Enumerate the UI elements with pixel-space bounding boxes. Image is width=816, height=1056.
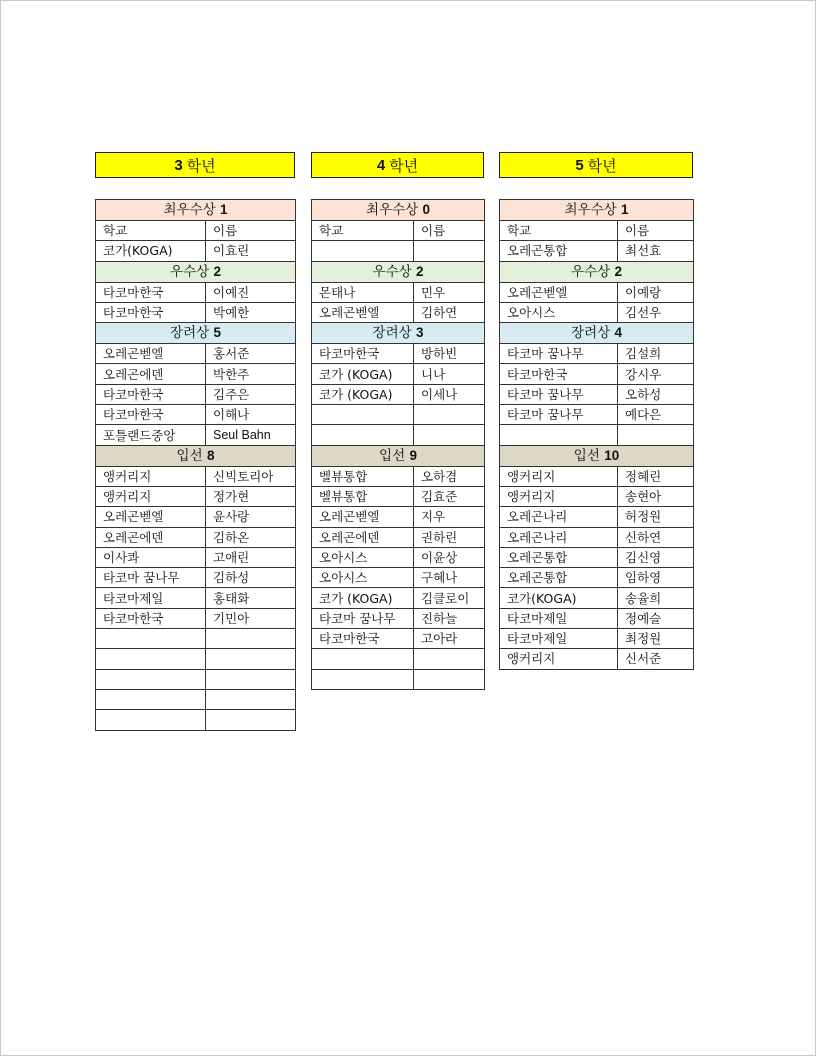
school-cell: 오레곤에덴: [96, 527, 206, 547]
grade-number: 3: [174, 156, 183, 174]
table-row: [96, 547, 296, 567]
table-row: [500, 649, 694, 669]
grade-number: 5: [575, 156, 584, 174]
award-section-header: [500, 261, 694, 282]
table-row: [312, 302, 485, 322]
table-row: [96, 425, 296, 445]
name-cell: 강시우: [618, 364, 694, 384]
name-cell: 지우: [414, 507, 485, 527]
name-cell: 신하연: [618, 527, 694, 547]
table-row: [96, 507, 296, 527]
grade-header: [95, 152, 295, 178]
name-cell: 이세나: [414, 384, 485, 404]
name-cell: 송현아: [618, 486, 694, 506]
name-cell: 김효준: [414, 486, 485, 506]
school-cell: 타코마 꿈나무: [312, 608, 414, 628]
table-row: [96, 364, 296, 384]
name-cell: 정가현: [206, 486, 296, 506]
name-cell: 신서준: [618, 649, 694, 669]
table-row: [312, 405, 485, 425]
award-section-header: [312, 323, 485, 344]
table-row: [96, 669, 296, 689]
table-row: [312, 425, 485, 445]
school-cell: [312, 405, 414, 425]
school-cell: 타코마 꿈나무: [500, 344, 618, 364]
name-cell: 최선효: [618, 241, 694, 261]
table-row: [312, 507, 485, 527]
school-cell: 타코마한국: [96, 608, 206, 628]
school-cell: 타코마한국: [96, 302, 206, 322]
name-cell: 오하성: [618, 384, 694, 404]
award-title-cell: [312, 445, 485, 466]
award-section-header: [500, 445, 694, 466]
name-cell: Seul Bahn: [206, 425, 296, 445]
school-cell: 오아시스: [312, 568, 414, 588]
name-cell: 이름: [206, 221, 296, 241]
table-row: [312, 629, 485, 649]
school-cell: 타코마제일: [500, 629, 618, 649]
school-cell: 타코마한국: [500, 364, 618, 384]
school-cell: 오레곤벧엘: [312, 302, 414, 322]
table-row: [312, 466, 485, 486]
table-row: [312, 608, 485, 628]
school-cell: 타코마한국: [312, 344, 414, 364]
award-title: 최우수상: [163, 202, 216, 218]
table-row: [312, 384, 485, 404]
name-cell: 기민아: [206, 608, 296, 628]
name-cell: 이름: [414, 221, 485, 241]
grade-header: [499, 152, 693, 178]
award-title: 장려상: [571, 325, 611, 342]
name-cell: [206, 649, 296, 669]
school-cell: 몬태나: [312, 282, 414, 302]
table-row: [96, 344, 296, 364]
award-section-header: [96, 445, 296, 466]
school-cell: 코가 (KOGA): [312, 588, 414, 608]
name-cell: 김설희: [618, 344, 694, 364]
grade-label: 학년: [587, 156, 617, 175]
table-row: [312, 364, 485, 384]
award-section-header: [500, 323, 694, 344]
name-cell: 홍서준: [206, 344, 296, 364]
name-cell: 김신영: [618, 547, 694, 567]
table-row: [500, 241, 694, 261]
award-title: 우수상: [372, 263, 412, 280]
school-cell: [312, 669, 414, 689]
award-section-header: [96, 323, 296, 344]
table-row: [500, 608, 694, 628]
table-row: [96, 466, 296, 486]
school-cell: 타코마제일: [96, 588, 206, 608]
name-cell: 니나: [414, 364, 485, 384]
name-cell: [206, 689, 296, 709]
name-cell: 김하연: [414, 302, 485, 322]
name-cell: 예다은: [618, 405, 694, 425]
table-row: [500, 405, 694, 425]
school-cell: [312, 425, 414, 445]
school-cell: 앵커리지: [96, 486, 206, 506]
award-title-cell: [500, 200, 694, 221]
school-cell: 오레곤나리: [500, 527, 618, 547]
award-title: 우수상: [571, 263, 611, 280]
school-cell: [96, 710, 206, 730]
school-cell: 학교: [96, 221, 206, 241]
table-row: [500, 364, 694, 384]
name-cell: 고아라: [414, 629, 485, 649]
table-row: [96, 689, 296, 709]
table-row: [500, 588, 694, 608]
school-cell: 학교: [500, 221, 618, 241]
school-cell: 오아시스: [312, 547, 414, 567]
table-row: [96, 302, 296, 322]
name-cell: [206, 669, 296, 689]
table-row: [312, 649, 485, 669]
school-cell: 타코마한국: [312, 629, 414, 649]
name-cell: 이해나: [206, 405, 296, 425]
grade-number: 4: [376, 156, 386, 174]
table-row: [96, 384, 296, 404]
name-cell: [414, 425, 485, 445]
table-row: [96, 221, 296, 241]
school-cell: 오레곤에덴: [96, 364, 206, 384]
table-row: [96, 649, 296, 669]
award-title-cell: [500, 445, 694, 466]
school-cell: [312, 649, 414, 669]
school-cell: 코가(KOGA): [96, 241, 206, 261]
school-cell: 오레곤에덴: [312, 527, 414, 547]
award-count: 1: [219, 202, 228, 217]
name-cell: 최정원: [618, 629, 694, 649]
award-count: 3: [415, 325, 424, 341]
school-cell: 오레곤벧엘: [96, 344, 206, 364]
award-title-cell: [312, 261, 485, 282]
school-cell: 타코마제일: [500, 608, 618, 628]
school-cell: 오레곤나리: [500, 507, 618, 527]
award-section-header: [500, 200, 694, 221]
school-cell: 오레곤벧엘: [312, 507, 414, 527]
name-cell: 김하성: [206, 568, 296, 588]
award-title-cell: [96, 200, 296, 221]
school-cell: [312, 241, 414, 261]
name-cell: 이예진: [206, 282, 296, 302]
name-cell: 이윤상: [414, 547, 485, 567]
award-count: 9: [409, 447, 417, 463]
school-cell: 오아시스: [500, 302, 618, 322]
name-cell: 임하영: [618, 568, 694, 588]
school-cell: 타코마한국: [96, 282, 206, 302]
school-cell: 오레곤벧엘: [500, 282, 618, 302]
award-title-cell: [96, 445, 296, 466]
name-cell: [414, 241, 485, 261]
name-cell: [206, 629, 296, 649]
school-cell: 타코마 꿈나무: [500, 405, 618, 425]
table-row: [500, 302, 694, 322]
award-title: 최우수상: [564, 202, 617, 218]
school-cell: 학교: [312, 221, 414, 241]
name-cell: 윤사랑: [206, 507, 296, 527]
name-cell: 박한주: [206, 364, 296, 384]
award-count: 4: [614, 325, 622, 341]
name-cell: 이예랑: [618, 282, 694, 302]
table-row: [96, 588, 296, 608]
school-cell: [96, 669, 206, 689]
award-count: 5: [213, 325, 221, 341]
table-row: [500, 547, 694, 567]
school-cell: 코가(KOGA): [500, 588, 618, 608]
award-section-header: [312, 261, 485, 282]
name-cell: 구혜나: [414, 568, 485, 588]
school-cell: 오레곤통합: [500, 568, 618, 588]
award-count: 2: [213, 263, 221, 279]
school-cell: 코가 (KOGA): [312, 364, 414, 384]
school-cell: 오레곤통합: [500, 241, 618, 261]
award-title-cell: [312, 200, 485, 221]
name-cell: 이름: [618, 221, 694, 241]
school-cell: 오레곤벧엘: [96, 507, 206, 527]
table-row: [96, 527, 296, 547]
table-row: [312, 568, 485, 588]
name-cell: 허정원: [618, 507, 694, 527]
table-row: [312, 669, 485, 689]
name-cell: 진하늘: [414, 608, 485, 628]
award-section-header: [96, 200, 296, 221]
table-row: [96, 282, 296, 302]
school-cell: 타코마한국: [96, 405, 206, 425]
school-cell: [500, 425, 618, 445]
name-cell: [206, 710, 296, 730]
name-cell: 홍태화: [206, 588, 296, 608]
grade-column-4: [311, 152, 484, 647]
table-row: [312, 547, 485, 567]
awards-table: [499, 199, 694, 670]
award-title-cell: [500, 261, 694, 282]
table-row: [96, 486, 296, 506]
table-row: [500, 466, 694, 486]
table-row: [96, 405, 296, 425]
school-cell: 앵커리지: [500, 486, 618, 506]
name-cell: [414, 649, 485, 669]
name-cell: 김주은: [206, 384, 296, 404]
table-row: [500, 344, 694, 364]
name-cell: 정예슬: [618, 608, 694, 628]
school-cell: 벨뷰통합: [312, 486, 414, 506]
school-cell: 이사콰: [96, 547, 206, 567]
name-cell: 고애린: [206, 547, 296, 567]
name-cell: 송율희: [618, 588, 694, 608]
table-row: [96, 608, 296, 628]
table-row: [500, 527, 694, 547]
awards-table: [311, 199, 485, 690]
school-cell: 벨뷰통합: [312, 466, 414, 486]
table-row: [500, 425, 694, 445]
award-title: 우수상: [170, 263, 210, 280]
table-row: [500, 507, 694, 527]
award-title: 입선: [573, 447, 600, 464]
award-count: 2: [415, 263, 424, 279]
name-cell: 김클로이: [414, 588, 485, 608]
name-cell: 민우: [414, 282, 485, 302]
name-cell: [618, 425, 694, 445]
award-section-header: [312, 200, 485, 221]
table-row: [312, 344, 485, 364]
school-cell: 타코마한국: [96, 384, 206, 404]
name-cell: 박예한: [206, 302, 296, 322]
table-row: [312, 221, 485, 241]
name-cell: 오하겸: [414, 466, 485, 486]
award-count: 8: [206, 447, 215, 463]
award-title: 입선: [176, 447, 203, 464]
award-section-header: [312, 445, 485, 466]
award-count: 1: [620, 202, 629, 217]
table-row: [96, 710, 296, 730]
awards-table: [95, 199, 296, 731]
school-cell: 오레곤통합: [500, 547, 618, 567]
award-count: 2: [614, 263, 622, 279]
table-row: [312, 486, 485, 506]
table-row: [96, 629, 296, 649]
award-count: 0: [422, 202, 430, 217]
school-cell: 앵커리지: [500, 649, 618, 669]
school-cell: 타코마 꿈나무: [96, 568, 206, 588]
table-row: [96, 568, 296, 588]
school-cell: 앵커리지: [500, 466, 618, 486]
table-row: [96, 241, 296, 261]
table-row: [312, 527, 485, 547]
grade-column-5: [499, 152, 693, 667]
award-section-header: [96, 261, 296, 282]
award-title: 입선: [379, 447, 406, 464]
school-cell: [96, 689, 206, 709]
name-cell: 권하린: [414, 527, 485, 547]
award-title-cell: [500, 323, 694, 344]
award-title-cell: [96, 323, 296, 344]
award-title-cell: [96, 261, 296, 282]
grade-label: 학년: [389, 156, 419, 175]
name-cell: [414, 405, 485, 425]
name-cell: 김선우: [618, 302, 694, 322]
school-cell: 포틀랜드중앙: [96, 425, 206, 445]
name-cell: 신빅토리아: [206, 466, 296, 486]
school-cell: 타코마 꿈나무: [500, 384, 618, 404]
table-row: [500, 568, 694, 588]
table-row: [312, 241, 485, 261]
school-cell: 앵커리지: [96, 466, 206, 486]
name-cell: 이효린: [206, 241, 296, 261]
name-cell: 김하온: [206, 527, 296, 547]
award-title: 장려상: [170, 325, 210, 342]
award-title: 장려상: [372, 325, 412, 342]
name-cell: 정혜린: [618, 466, 694, 486]
table-row: [500, 221, 694, 241]
table-row: [500, 629, 694, 649]
table-row: [312, 588, 485, 608]
table-row: [500, 282, 694, 302]
award-title-cell: [312, 323, 485, 344]
award-title: 최우수상: [366, 202, 419, 218]
grade-column-3: [95, 152, 295, 626]
table-row: [500, 384, 694, 404]
table-row: [312, 282, 485, 302]
school-cell: [96, 649, 206, 669]
name-cell: [414, 669, 485, 689]
grade-label: 학년: [186, 156, 216, 175]
table-row: [500, 486, 694, 506]
school-cell: [96, 629, 206, 649]
award-count: 10: [604, 447, 620, 463]
school-cell: 코가 (KOGA): [312, 384, 414, 404]
name-cell: 방하빈: [414, 344, 485, 364]
grade-header: [311, 152, 484, 178]
